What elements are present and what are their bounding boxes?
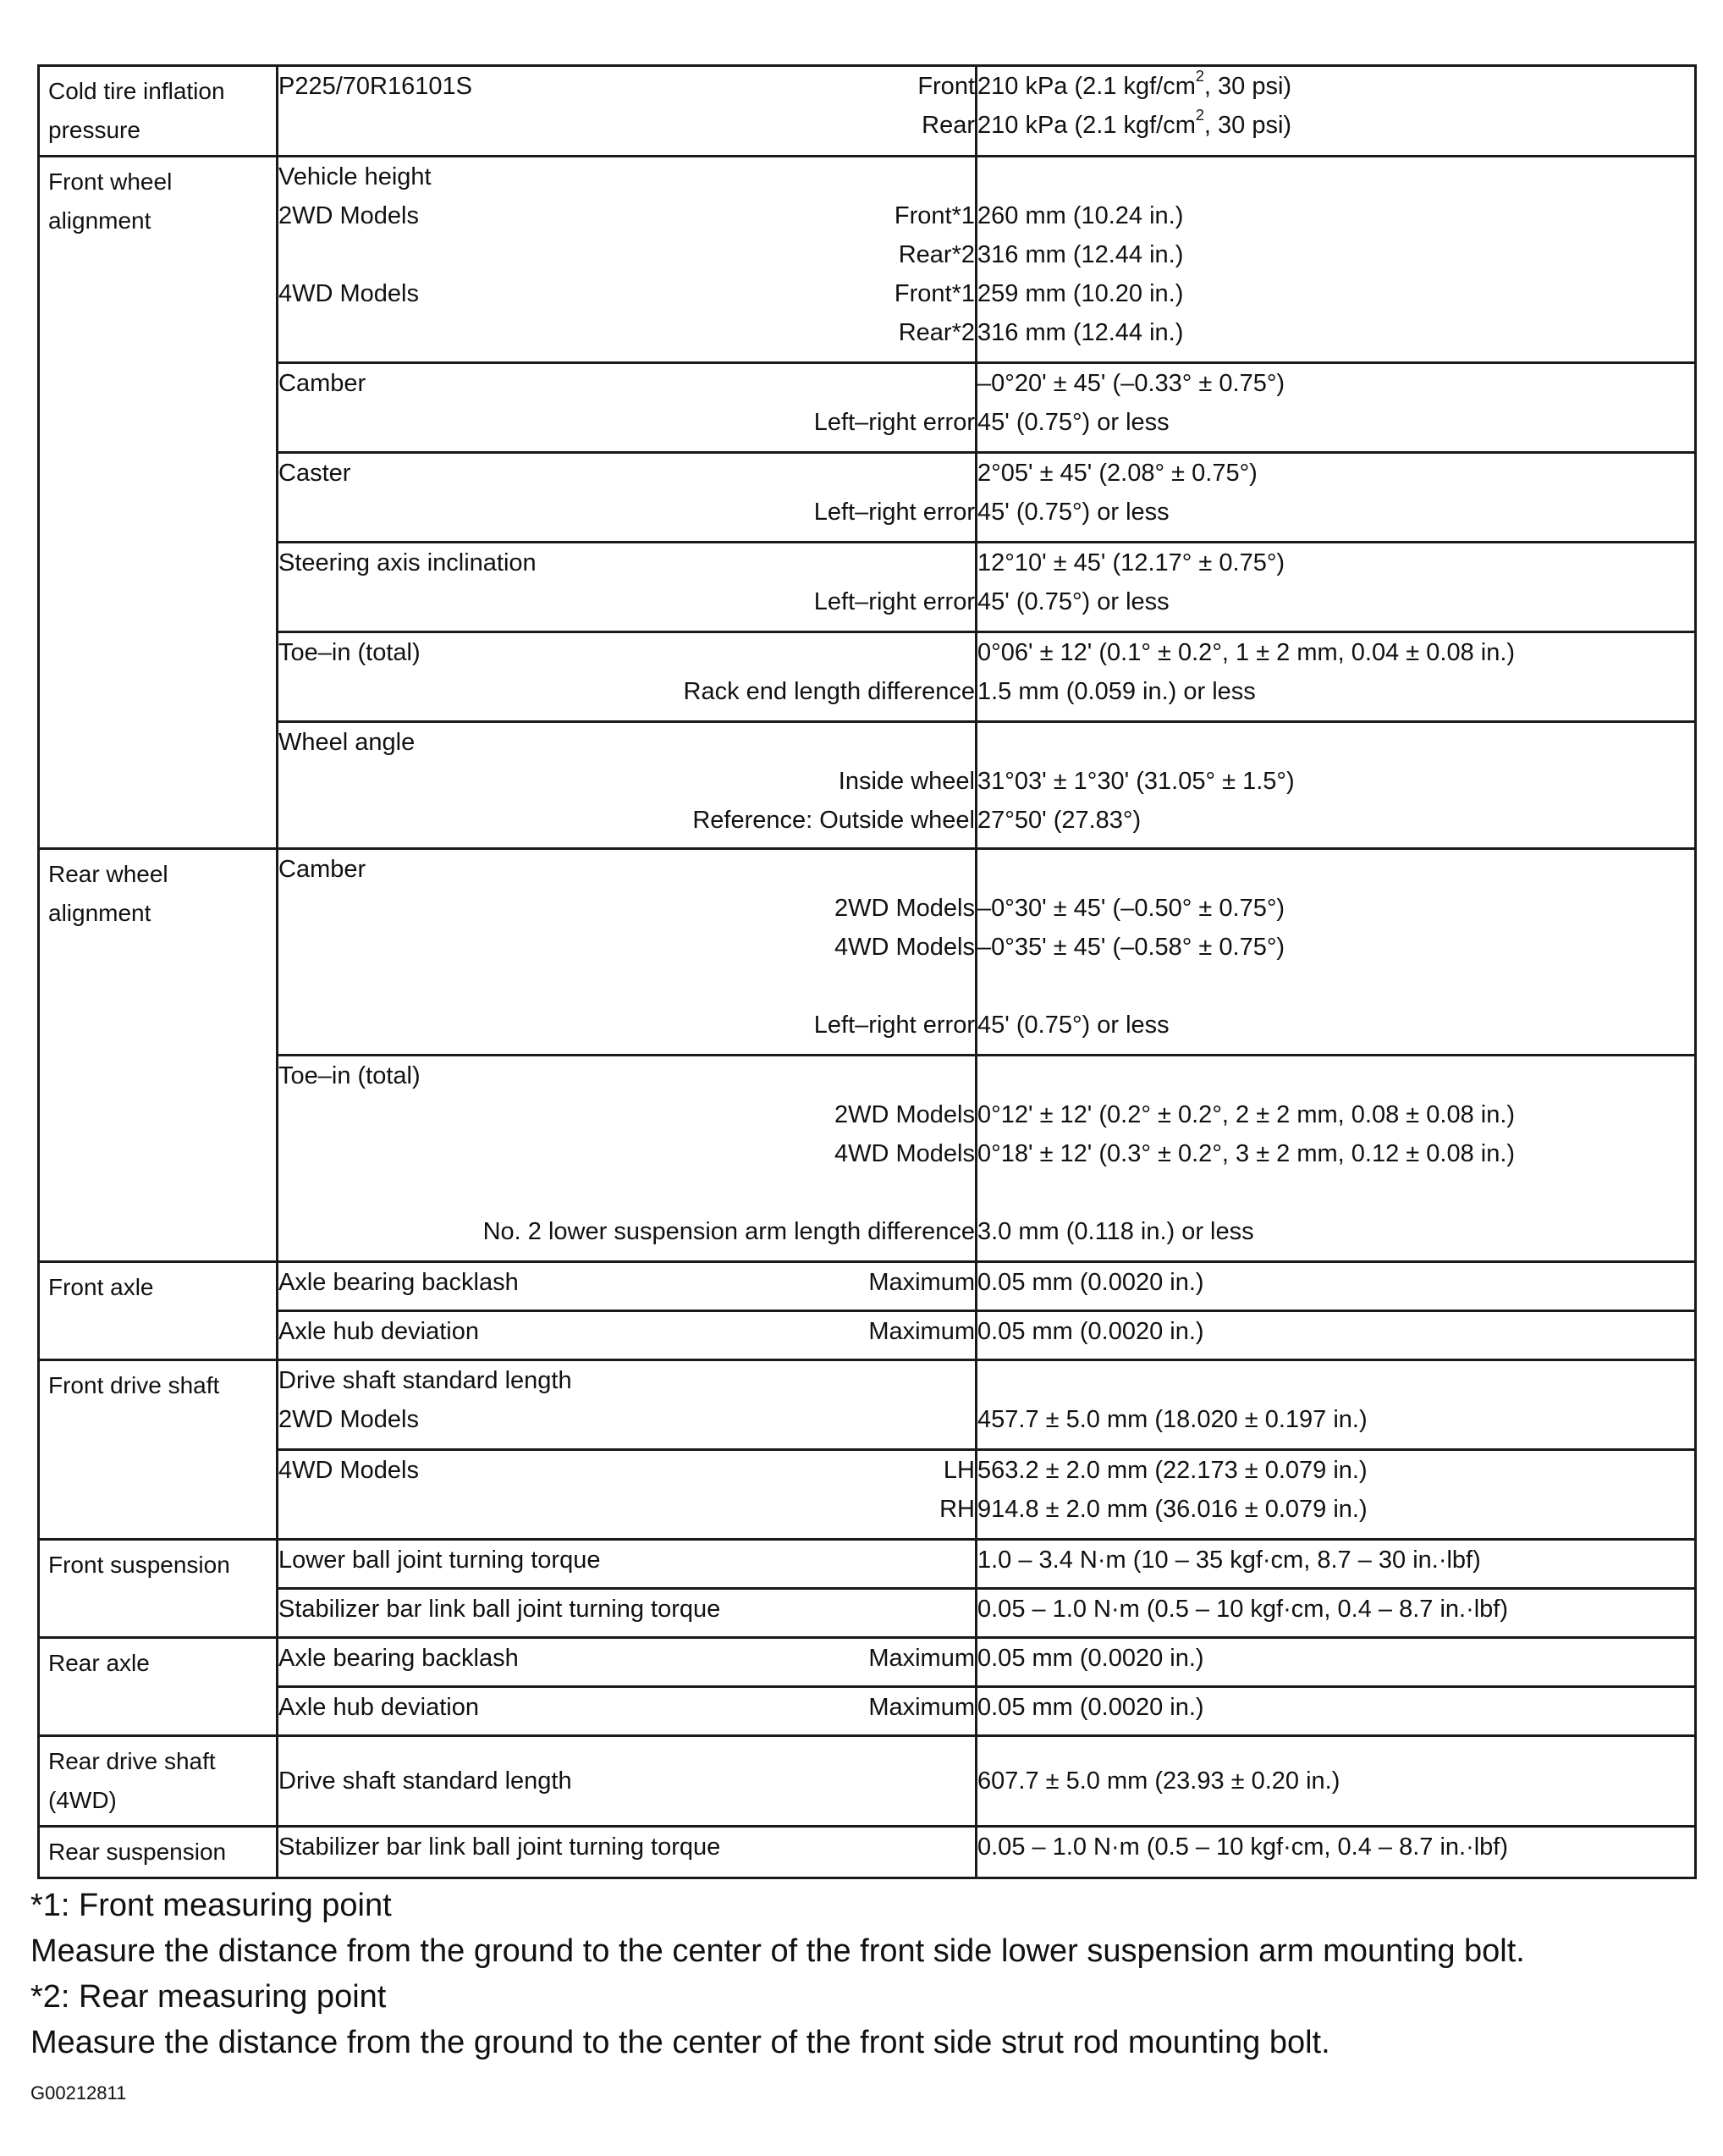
vh-2wd-front-value: 260 mm (10.24 in.): [977, 202, 1184, 229]
front-axle-category: Front axle: [39, 1262, 278, 1360]
footnotes: [30, 1883, 1715, 2065]
figure-code: G00212811: [30, 2082, 127, 2104]
front-caster-row: [39, 453, 1696, 543]
front-axle-hub-qualifier: Maximum: [868, 1318, 975, 1345]
rear-axle-hub-value: 0.05 mm (0.0020 in.): [977, 1694, 1204, 1721]
front-vehicle-height-row: [39, 157, 1696, 363]
rear-camber-2wd: 2WD Models: [834, 895, 975, 922]
vh-4wd-label: 4WD Models: [278, 280, 419, 307]
tire-pressure-row: [39, 66, 1696, 157]
sai-value: 12°10' ± 45' (12.17° ± 0.75°): [977, 549, 1285, 576]
front-axle-bearing-row: [39, 1262, 1696, 1311]
rear-toe-title: Toe–in (total): [278, 1062, 421, 1089]
sai-row: [39, 543, 1696, 632]
wheel-angle-inside-value: 31°03' ± 1°30' (31.05° ± 1.5°): [977, 768, 1295, 795]
vh-4wd-front-value: 259 mm (10.20 in.): [977, 280, 1184, 307]
front-drive-shaft-category: Front drive shaft: [39, 1360, 278, 1540]
caster-sub-value: 45' (0.75°) or less: [977, 499, 1170, 526]
front-toe-sub-value: 1.5 mm (0.059 in.) or less: [977, 678, 1256, 705]
front-toe-row: [39, 632, 1696, 722]
front-suspension-lower-row: [39, 1540, 1696, 1589]
front-axle-hub-row: [39, 1311, 1696, 1360]
tire-pressure-category: Cold tire inflation pressure: [39, 66, 278, 157]
rear-suspension-row: [39, 1827, 1696, 1878]
footnote-1-text: Measure the distance from the ground to the center of the front side lower suspension arm mounting bolt.: [30, 1933, 1525, 1969]
tire-rear-value: 210 kPa (2.1 kgf/$cm^2$, 30 psi): [977, 107, 1292, 139]
rear-toe-2wd: 2WD Models: [834, 1101, 975, 1128]
front-camber-value: –0°20' ± 45' (–0.33° ± 0.75°): [977, 370, 1285, 397]
footnote-1-title: *1: Front measuring point: [30, 1888, 392, 1923]
front-suspension-stab-row: [39, 1589, 1696, 1638]
vh-4wd-rear-value: 316 mm (12.44 in.): [977, 319, 1184, 346]
caster-sub: Left–right error: [813, 499, 975, 526]
front-drive-shaft-2wd-value: 457.7 ± 5.0 mm (18.020 ± 0.197 in.): [977, 1406, 1368, 1433]
front-axle-hub-label: Axle hub deviation: [278, 1318, 479, 1345]
rear-axle-hub-row: [39, 1687, 1696, 1736]
rear-axle-bearing-row: [39, 1638, 1696, 1687]
caster-title: Caster: [278, 460, 351, 487]
front-camber-sub: Left–right error: [813, 409, 975, 436]
rear-drive-shaft-category: Rear drive shaft (4WD): [39, 1736, 278, 1827]
rear-drive-shaft-value: 607.7 ± 5.0 mm (23.93 ± 0.20 in.): [977, 1767, 1340, 1795]
front-drive-shaft-2wd-row: [39, 1360, 1696, 1450]
rear-suspension-category: Rear suspension: [39, 1827, 278, 1878]
front-suspension-stab-value: 0.05 – 1.0 N·m (0.5 – 10 kgf·cm, 0.4 – 8.7 in.·lbf): [977, 1596, 1509, 1623]
rear-suspension-stab-label: Stabilizer bar link ball joint turning torque: [278, 1833, 721, 1861]
rear-camber-4wd: 4WD Models: [834, 934, 975, 961]
tire-rear-label: Rear: [922, 112, 975, 139]
front-axle-hub-value: 0.05 mm (0.0020 in.): [977, 1318, 1204, 1345]
rear-axle-category: Rear axle: [39, 1638, 278, 1736]
rear-camber-4wd-value: –0°35' ± 45' (–0.58° ± 0.75°): [977, 934, 1285, 961]
front-toe-value: 0°06' ± 12' (0.1° ± 0.2°, 1 ± 2 mm, 0.04 ± 0.08 in.): [977, 639, 1516, 666]
rear-alignment-category: Rear wheel alignment: [39, 849, 278, 1262]
rear-toe-4wd: 4WD Models: [834, 1140, 975, 1167]
front-drive-shaft-2wd: 2WD Models: [278, 1406, 419, 1433]
rear-drive-shaft-title: Drive shaft standard length: [278, 1767, 572, 1795]
front-suspension-stab-label: Stabilizer bar link ball joint turning torque: [278, 1596, 721, 1623]
rear-toe-4wd-value: 0°18' ± 12' (0.3° ± 0.2°, 3 ± 2 mm, 0.12 ± 0.08 in.): [977, 1140, 1516, 1167]
tire-size: P225/70R16101S: [278, 73, 472, 100]
rear-toe-2wd-value: 0°12' ± 12' (0.2° ± 0.2°, 2 ± 2 mm, 0.08 ± 0.08 in.): [977, 1101, 1516, 1128]
tire-front-label: Front: [917, 73, 975, 100]
rear-camber-title: Camber: [278, 856, 366, 883]
vh-4wd-rear-label: Rear*2: [898, 319, 975, 346]
rear-camber-2wd-value: –0°30' ± 45' (–0.50° ± 0.75°): [977, 895, 1285, 922]
rear-toe-row: [39, 1056, 1696, 1262]
front-drive-shaft-4wd: 4WD Models: [278, 1457, 419, 1484]
rear-axle-bearing-value: 0.05 mm (0.0020 in.): [977, 1645, 1204, 1672]
rear-camber-row: [39, 849, 1696, 1056]
rear-camber-lr: Left–right error: [813, 1012, 975, 1039]
vh-4wd-front-label: Front*1: [894, 280, 975, 307]
front-drive-shaft-title: Drive shaft standard length: [278, 1367, 572, 1394]
front-drive-shaft-rh-value: 914.8 ± 2.0 mm (36.016 ± 0.079 in.): [977, 1496, 1368, 1523]
rear-toe-arm: No. 2 lower suspension arm length difference: [482, 1218, 975, 1245]
footnote-2-text: Measure the distance from the ground to the center of the front side strut rod mounting bolt.: [30, 2025, 1330, 2060]
rear-camber-lr-value: 45' (0.75°) or less: [977, 1012, 1170, 1039]
sai-title: Steering axis inclination: [278, 549, 537, 576]
footnote-2-title: *2: Rear measuring point: [30, 1979, 387, 2015]
vehicle-height-title: Vehicle height: [278, 163, 432, 190]
front-drive-shaft-lh-value: 563.2 ± 2.0 mm (22.173 ± 0.079 in.): [977, 1457, 1368, 1484]
front-toe-title: Toe–in (total): [278, 639, 421, 666]
tire-front-value: 210 kPa (2.1 kgf/$cm^2$, 30 psi): [977, 68, 1292, 100]
front-axle-bearing-qualifier: Maximum: [868, 1269, 975, 1296]
vh-2wd-front-label: Front*1: [894, 202, 975, 229]
front-camber-title: Camber: [278, 370, 366, 397]
rear-axle-hub-label: Axle hub deviation: [278, 1694, 479, 1721]
rear-axle-hub-qualifier: Maximum: [868, 1694, 975, 1721]
sai-sub: Left–right error: [813, 588, 975, 615]
rear-drive-shaft-row: [39, 1736, 1696, 1827]
wheel-angle-title: Wheel angle: [278, 729, 416, 756]
front-suspension-category: Front suspension: [39, 1540, 278, 1638]
rear-suspension-stab-value: 0.05 – 1.0 N·m (0.5 – 10 kgf·cm, 0.4 – 8.7 in.·lbf): [977, 1833, 1509, 1861]
rear-axle-bearing-label: Axle bearing backlash: [278, 1645, 519, 1672]
front-drive-shaft-rh: RH: [939, 1496, 975, 1523]
front-camber-row: [39, 363, 1696, 453]
specification-table: [37, 64, 1697, 1879]
wheel-angle-outside: Reference: Outside wheel: [692, 807, 975, 834]
front-toe-sub: Rack end length difference: [683, 678, 975, 705]
front-drive-shaft-lh: LH: [943, 1457, 975, 1484]
front-suspension-lower-value: 1.0 – 3.4 N·m (10 – 35 kgf·cm, 8.7 – 30 in.·lbf): [977, 1547, 1481, 1574]
vh-2wd-label: 2WD Models: [278, 202, 419, 229]
front-alignment-category: Front wheel alignment: [39, 157, 278, 849]
wheel-angle-inside: Inside wheel: [838, 768, 975, 795]
rear-axle-bearing-qualifier: Maximum: [868, 1645, 975, 1672]
wheel-angle-row: [39, 722, 1696, 849]
wheel-angle-outside-value: 27°50' (27.83°): [977, 807, 1142, 834]
front-drive-shaft-4wd-row: [39, 1450, 1696, 1540]
front-axle-bearing-value: 0.05 mm (0.0020 in.): [977, 1269, 1204, 1296]
rear-toe-arm-value: 3.0 mm (0.118 in.) or less: [977, 1218, 1254, 1245]
front-suspension-lower-label: Lower ball joint turning torque: [278, 1547, 601, 1574]
front-axle-bearing-label: Axle bearing backlash: [278, 1269, 519, 1296]
vh-2wd-rear-value: 316 mm (12.44 in.): [977, 241, 1184, 268]
front-camber-sub-value: 45' (0.75°) or less: [977, 409, 1170, 436]
sai-sub-value: 45' (0.75°) or less: [977, 588, 1170, 615]
vh-2wd-rear-label: Rear*2: [898, 241, 975, 268]
caster-value: 2°05' ± 45' (2.08° ± 0.75°): [977, 460, 1258, 487]
